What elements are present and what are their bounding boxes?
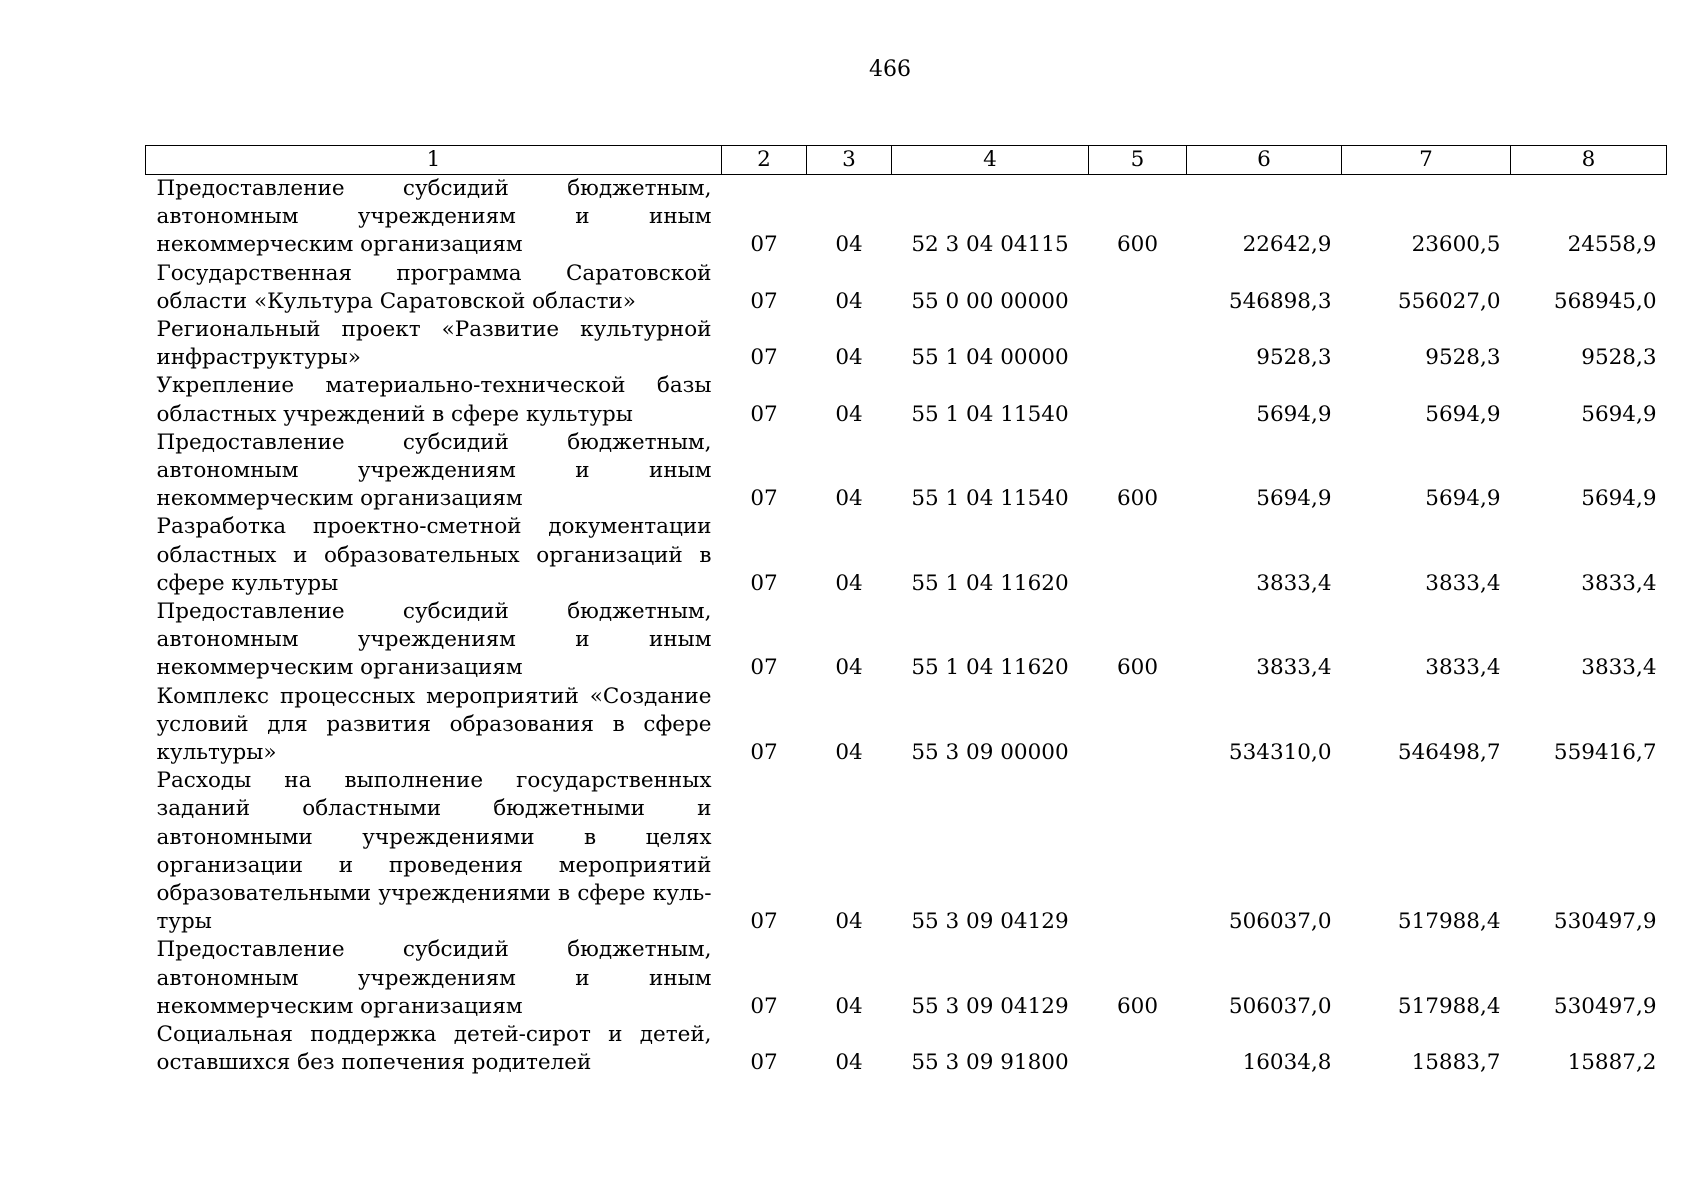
row-amount-year-1: 5694,9 bbox=[1256, 401, 1332, 427]
table-row bbox=[146, 260, 1667, 316]
row-expense-type bbox=[1089, 316, 1187, 372]
table-row bbox=[146, 936, 1667, 1021]
row-section: 07 bbox=[750, 1050, 778, 1076]
row-subsection: 04 bbox=[835, 1050, 863, 1076]
table-row bbox=[146, 513, 1667, 598]
row-amount-year-2: 546498,7 bbox=[1397, 740, 1501, 766]
budget-table bbox=[145, 145, 1667, 1078]
row-amount-year-3: 568945,0 bbox=[1553, 288, 1657, 314]
row-name: Государственная программа Саратовской области «Культура Саратовской области» bbox=[156, 260, 712, 314]
table-row bbox=[146, 429, 1667, 514]
row-target-code: 55 0 00 00000 bbox=[911, 288, 1069, 314]
row-amount-year-2: 556027,0 bbox=[1397, 288, 1501, 314]
row-amount-year-3: 5694,9 bbox=[1581, 401, 1657, 427]
row-subsection: 04 bbox=[835, 909, 863, 935]
row-section: 07 bbox=[750, 345, 778, 371]
row-amount-year-1: 546898,3 bbox=[1228, 288, 1332, 314]
row-target-code: 55 1 04 00000 bbox=[911, 345, 1069, 371]
row-amount-year-1: 3833,4 bbox=[1256, 655, 1332, 681]
row-section: 07 bbox=[750, 909, 778, 935]
header-col-1: 1 bbox=[146, 146, 722, 175]
row-amount-year-2: 5694,9 bbox=[1425, 401, 1501, 427]
row-name: Комплекс процессных мероприятий «Создание условий для развития образования в сфере культуры» bbox=[156, 683, 712, 766]
row-section: 07 bbox=[750, 232, 778, 258]
row-subsection: 04 bbox=[835, 288, 863, 314]
table-row bbox=[146, 598, 1667, 683]
header-row bbox=[146, 146, 1667, 175]
row-section: 07 bbox=[750, 570, 778, 596]
header-col-8: 8 bbox=[1511, 146, 1667, 175]
row-subsection: 04 bbox=[835, 570, 863, 596]
row-name: Региональный проект «Развитие культурной инфраструктуры» bbox=[156, 317, 712, 371]
row-section: 07 bbox=[750, 655, 778, 681]
row-expense-type bbox=[1089, 683, 1187, 768]
page-number: 466 bbox=[869, 57, 911, 82]
table-row bbox=[146, 175, 1667, 260]
row-amount-year-1: 9528,3 bbox=[1256, 345, 1332, 371]
row-amount-year-2: 9528,3 bbox=[1425, 345, 1501, 371]
row-amount-year-1: 506037,0 bbox=[1228, 993, 1332, 1019]
row-subsection: 04 bbox=[835, 232, 863, 258]
row-amount-year-1: 16034,8 bbox=[1242, 1050, 1332, 1076]
header-col-4: 4 bbox=[892, 146, 1089, 175]
row-subsection: 04 bbox=[835, 401, 863, 427]
row-name: Предоставление субсидий бюджетным, автономным учреждениям и иным некоммерческим организациям bbox=[156, 429, 712, 512]
table-row bbox=[146, 683, 1667, 768]
row-target-code: 52 3 04 04115 bbox=[911, 232, 1069, 258]
row-target-code: 55 1 04 11620 bbox=[911, 655, 1069, 681]
row-target-code: 55 1 04 11540 bbox=[911, 401, 1069, 427]
row-amount-year-3: 5694,9 bbox=[1581, 486, 1657, 512]
row-amount-year-3: 9528,3 bbox=[1581, 345, 1657, 371]
header-col-6: 6 bbox=[1187, 146, 1342, 175]
row-amount-year-1: 506037,0 bbox=[1228, 909, 1332, 935]
row-amount-year-3: 3833,4 bbox=[1581, 570, 1657, 596]
row-amount-year-1: 3833,4 bbox=[1256, 570, 1332, 596]
header-col-5: 5 bbox=[1089, 146, 1187, 175]
row-amount-year-3: 530497,9 bbox=[1553, 993, 1657, 1019]
table-row bbox=[146, 316, 1667, 372]
row-amount-year-2: 517988,4 bbox=[1397, 909, 1501, 935]
row-expense-type bbox=[1089, 767, 1187, 936]
row-expense-type bbox=[1089, 260, 1187, 316]
row-subsection: 04 bbox=[835, 345, 863, 371]
row-name: Разработка проектно-сметной документации областных и образовательных организаций в сфере культуры bbox=[156, 514, 712, 596]
row-amount-year-1: 5694,9 bbox=[1256, 486, 1332, 512]
row-amount-year-1: 534310,0 bbox=[1228, 740, 1332, 766]
row-target-code: 55 3 09 91800 bbox=[911, 1050, 1069, 1076]
row-amount-year-2: 23600,5 bbox=[1411, 232, 1501, 258]
row-amount-year-3: 24558,9 bbox=[1567, 232, 1657, 258]
row-expense-type: 600 bbox=[1116, 486, 1159, 512]
row-amount-year-2: 517988,4 bbox=[1397, 993, 1501, 1019]
table-row bbox=[146, 372, 1667, 428]
row-section: 07 bbox=[750, 740, 778, 766]
row-target-code: 55 3 09 04129 bbox=[911, 909, 1069, 935]
row-expense-type: 600 bbox=[1116, 655, 1159, 681]
row-subsection: 04 bbox=[835, 993, 863, 1019]
header-col-2: 2 bbox=[722, 146, 807, 175]
row-expense-type bbox=[1089, 1021, 1187, 1077]
table-row bbox=[146, 767, 1667, 936]
row-expense-type bbox=[1089, 372, 1187, 428]
row-amount-year-3: 3833,4 bbox=[1581, 655, 1657, 681]
row-name: Укрепление материально-технической базы областных учреждений в сфере культуры bbox=[156, 373, 712, 427]
row-target-code: 55 3 09 04129 bbox=[911, 993, 1069, 1019]
header-col-7: 7 bbox=[1342, 146, 1511, 175]
row-name: Предоставление субсидий бюджетным, автономным учреждениям и иным некоммерческим организациям bbox=[156, 176, 712, 258]
row-target-code: 55 1 04 11620 bbox=[911, 570, 1069, 596]
row-name: Предоставление субсидий бюджетным, автономным учреждениям и иным некоммерческим организациям bbox=[156, 937, 712, 1019]
row-section: 07 bbox=[750, 288, 778, 314]
row-target-code: 55 1 04 11540 bbox=[911, 486, 1069, 512]
table-row bbox=[146, 1021, 1667, 1077]
row-subsection: 04 bbox=[835, 655, 863, 681]
row-name: Предоставление субсидий бюджетным, автономным учреждениям и иным некоммерческим организациям bbox=[156, 599, 712, 681]
row-amount-year-3: 530497,9 bbox=[1553, 909, 1657, 935]
row-subsection: 04 bbox=[835, 740, 863, 766]
row-expense-type: 600 bbox=[1116, 232, 1159, 258]
row-amount-year-3: 559416,7 bbox=[1553, 740, 1657, 766]
row-amount-year-2: 3833,4 bbox=[1425, 655, 1501, 681]
row-target-code: 55 3 09 00000 bbox=[911, 740, 1069, 766]
row-name: Социальная поддержка детей-сирот и детей, оставшихся без попечения родителей bbox=[156, 1022, 712, 1076]
row-amount-year-2: 3833,4 bbox=[1425, 570, 1501, 596]
row-amount-year-1: 22642,9 bbox=[1242, 232, 1332, 258]
row-amount-year-3: 15887,2 bbox=[1567, 1050, 1657, 1076]
row-section: 07 bbox=[750, 401, 778, 427]
header-col-3: 3 bbox=[807, 146, 892, 175]
row-subsection: 04 bbox=[835, 486, 863, 512]
row-amount-year-2: 5694,9 bbox=[1425, 486, 1501, 512]
row-section: 07 bbox=[750, 486, 778, 512]
row-name: Расходы на выполнение государственных заданий областными бюджетными и автономными учреждениями в целях организации и проведения мероприятий образовательными учреждениями в сфере культуры bbox=[156, 768, 712, 935]
row-expense-type: 600 bbox=[1116, 993, 1159, 1019]
row-expense-type bbox=[1089, 513, 1187, 598]
row-amount-year-2: 15883,7 bbox=[1411, 1050, 1501, 1076]
row-section: 07 bbox=[750, 993, 778, 1019]
